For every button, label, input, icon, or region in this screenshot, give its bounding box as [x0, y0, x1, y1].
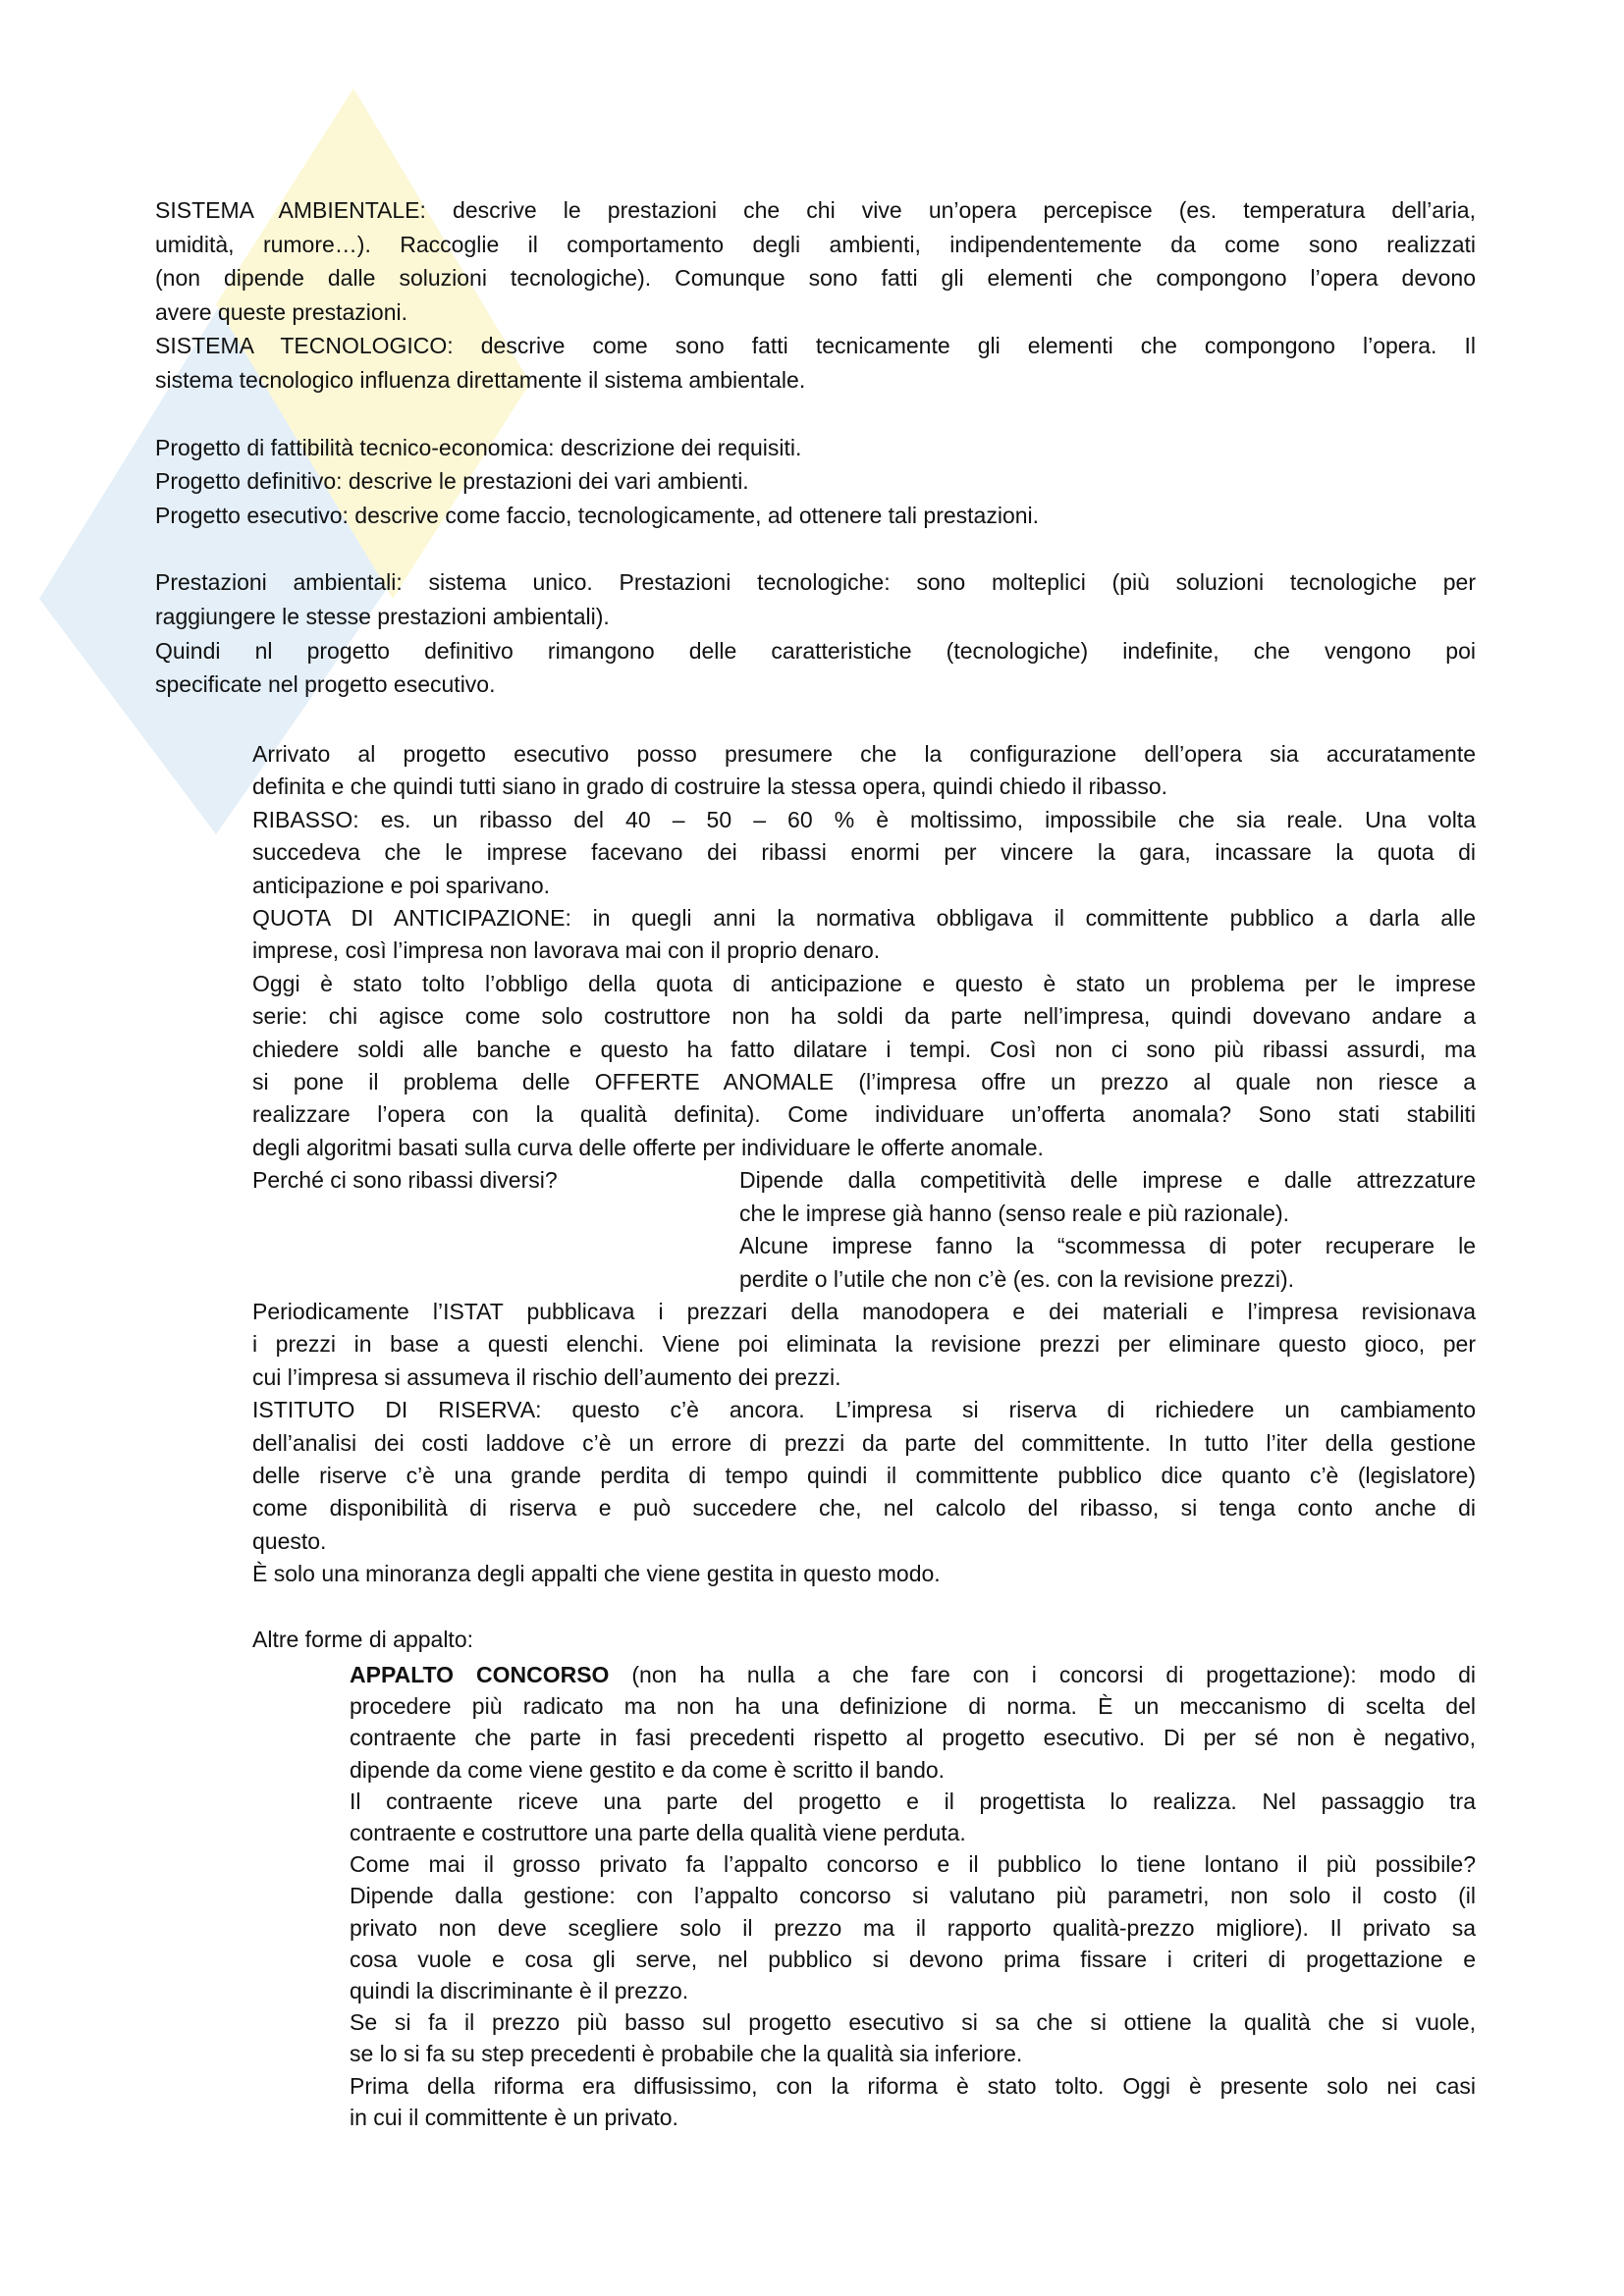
text-line: Oggi è stato tolto l’obbligo della quota di anticipazione e questo è stato un problema per le imprese	[252, 970, 1476, 996]
text-line: QUOTA DI ANTICIPAZIONE: in quegli anni la normativa obbligava il committente pubblico a darla alle	[252, 905, 1476, 932]
text-line: Periodicamente l’ISTAT pubblicava i prezzari della manodopera e dei materiali e l’impresa revisionava	[252, 1298, 1476, 1324]
text-line: sistema tecnologico influenza direttamente il sistema ambientale.	[155, 366, 806, 393]
text-line: chiedere soldi alle banche e questo ha fatto dilatare i tempi. Così non ci sono più ribassi assurdi, ma	[252, 1036, 1476, 1062]
text-line: Come mai il grosso privato fa l’appalto concorso e il pubblico lo tiene lontano il più possibile?	[350, 1851, 1476, 1878]
text-line: Il contraente riceve una parte del progetto e il progettista lo realizza. Nel passaggio tra	[350, 1788, 1476, 1814]
text-line	[155, 532, 1476, 565]
text-line: privato non deve scegliere solo il prezzo ma il rapporto qualità-prezzo migliore). Il privato sa	[350, 1914, 1476, 1941]
text-line: Se si fa il prezzo più basso sul progetto esecutivo si sa che si ottiene la qualità che si vuole,	[350, 2009, 1476, 2036]
text-line	[252, 1164, 1476, 1197]
text-line: questo.	[252, 1527, 327, 1554]
line-text: (non ha nulla a che fare con i concorsi di progettazione): modo di	[609, 1662, 1476, 1687]
answer-text: che le imprese già hanno (senso reale e più razionale).	[739, 1200, 1289, 1226]
appalto-section	[350, 1659, 1476, 2133]
text-line: delle riserve c’è una grande perdita di tempo quindi il committente pubblico dice quanto c’è (legislatore)	[252, 1462, 1476, 1488]
text-line: Quindi nl progetto definitivo rimangono delle caratteristiche (tecnologiche) indefinite, che vengono poi	[155, 637, 1476, 664]
text-line: si pone il problema delle OFFERTE ANOMALE (l’impresa offre un prezzo al quale non riesce a	[252, 1069, 1476, 1095]
text-line: Progetto definitivo: descrive le prestazioni dei vari ambienti.	[155, 468, 749, 495]
text-line	[350, 1659, 1476, 1690]
answer-text: Alcune imprese fanno la “scommessa di poter recuperare le	[739, 1233, 1476, 1259]
text-line	[252, 1198, 1476, 1230]
intro-section	[155, 193, 1476, 702]
text-line: umidità, rumore…). Raccoglie il comportamento degli ambienti, indipendentemente da come sono realizzati	[155, 231, 1476, 257]
text-line: se lo si fa su step precedenti è probabile che la qualità sia inferiore.	[350, 2041, 1023, 2067]
text-line: dell’analisi dei costi laddove c’è un errore di prezzi da parte del committente. In tutto l’iter della gestione	[252, 1429, 1476, 1456]
text-line: succedeva che le imprese facevano dei ribassi enormi per vincere la gara, incassare la quota di	[252, 839, 1476, 866]
text-line: cui l’impresa si assumeva il rischio dell’aumento dei prezzi.	[252, 1363, 841, 1390]
body-section	[252, 738, 1476, 1656]
text-line: Dipende dalla gestione: con l’appalto concorso si valutano più parametri, non solo il costo (il	[350, 1883, 1476, 1909]
text-line: Altre forme di appalto:	[252, 1626, 474, 1652]
text-line: avere queste prestazioni.	[155, 298, 407, 325]
text-line: degli algoritmi basati sulla curva delle offerte per individuare le offerte anomale.	[252, 1134, 1044, 1160]
bold-heading: APPALTO CONCORSO	[350, 1662, 610, 1687]
text-line: contraente e costruttore una parte della qualità viene perduta.	[350, 1820, 966, 1846]
question-text	[252, 1198, 739, 1230]
text-line: Prestazioni ambientali: sistema unico. Prestazioni tecnologiche: sono molteplici (più soluzioni tecnologiche per	[155, 569, 1476, 596]
text-line: Progetto di fattibilità tecnico-economica: descrizione dei requisiti.	[155, 434, 802, 460]
text-line: imprese, così l’impresa non lavorava mai con il proprio denaro.	[252, 937, 881, 964]
question-text	[252, 1230, 739, 1262]
text-line	[252, 1263, 1476, 1296]
text-line: definita e che quindi tutti siano in grado di costruire la stessa opera, quindi chiedo il ribasso.	[252, 774, 1168, 800]
text-line: specificate nel progetto esecutivo.	[155, 671, 496, 698]
question-text: Perché ci sono ribassi diversi?	[252, 1167, 558, 1194]
text-line	[252, 1591, 1476, 1624]
text-line: Prima della riforma era diffusissimo, con la riforma è stato tolto. Oggi è presente solo nei casi	[350, 2072, 1476, 2099]
text-line: È solo una minoranza degli appalti che viene gestita in questo modo.	[252, 1561, 941, 1587]
text-line: contraente che parte in fasi precedenti rispetto al progetto esecutivo. Di per sé non è negativo,	[350, 1725, 1476, 1751]
text-line: serie: chi agisce come solo costruttore non ha soldi da parte nell’impresa, quindi dovevano andare a	[252, 1003, 1476, 1030]
text-line: come disponibilità di riserva e può succedere che, nel calcolo del ribasso, si tenga conto anche di	[252, 1495, 1476, 1522]
question-text	[252, 1263, 739, 1296]
text-line: SISTEMA TECNOLOGICO: descrive come sono fatti tecnicamente gli elementi che compongono l’opera. Il	[155, 333, 1476, 359]
text-line: (non dipende dalle soluzioni tecnologiche). Comunque sono fatti gli elementi che compongono l’opera devono	[155, 265, 1476, 292]
text-line: Arrivato al progetto esecutivo posso presumere che la configurazione dell’opera sia accuratamente	[252, 741, 1476, 767]
text-line	[155, 398, 1476, 431]
text-line: in cui il committente è un privato.	[350, 2104, 678, 2130]
text-line: raggiungere le stesse prestazioni ambientali).	[155, 603, 610, 629]
text-line: cosa vuole e cosa gli serve, nel pubblico si devono prima fissare i criteri di progettazione e	[350, 1946, 1476, 1972]
text-line: RIBASSO: es. un ribasso del 40 – 50 – 60 % è moltissimo, impossibile che sia reale. Una volta	[252, 806, 1476, 832]
text-line	[252, 1230, 1476, 1262]
text-line: i prezzi in base a questi elenchi. Viene poi eliminata la revisione prezzi per eliminare questo gioco, per	[252, 1331, 1476, 1358]
text-line: Progetto esecutivo: descrive come faccio, tecnologicamente, ad ottenere tali prestazioni.	[155, 502, 1040, 528]
text-line: quindi la discriminante è il prezzo.	[350, 1978, 689, 2004]
text-line: anticipazione e poi sparivano.	[252, 872, 551, 898]
text-line: ISTITUTO DI RISERVA: questo c’è ancora. L’impresa si riserva di richiedere un cambiamento	[252, 1397, 1476, 1423]
text-line: procedere più radicato ma non ha una definizione di norma. È un meccanismo di scelta del	[350, 1693, 1476, 1720]
text-line: realizzare l’opera con la qualità definita). Come individuare un’offerta anomala? Sono stati stabiliti	[252, 1101, 1476, 1128]
answer-text: perdite o l’utile che non c’è (es. con la revisione prezzi).	[739, 1265, 1295, 1292]
answer-text: Dipende dalla competitività delle imprese e dalle attrezzature	[739, 1167, 1476, 1194]
text-line: dipende da come viene gestito e da come è scritto il bando.	[350, 1756, 946, 1783]
text-line: SISTEMA AMBIENTALE: descrive le prestazioni che chi vive un’opera percepisce (es. temperatura dell’aria,	[155, 197, 1476, 223]
